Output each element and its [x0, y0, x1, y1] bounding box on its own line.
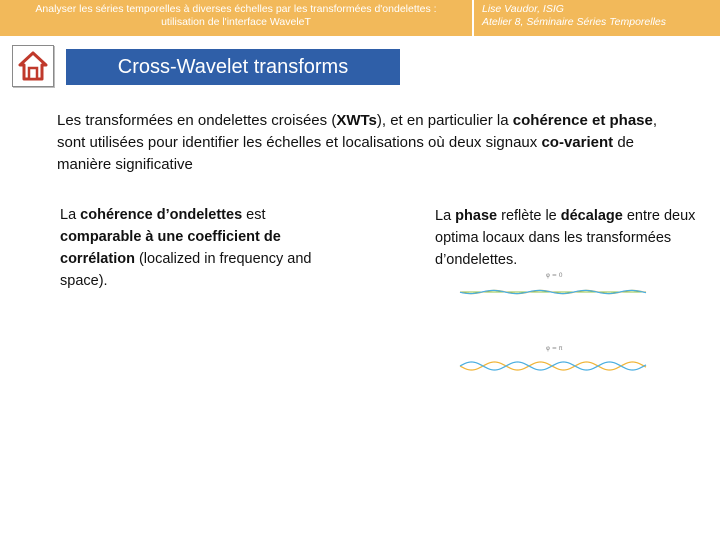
intro-text-3: , sont utilisées pour identifier les échelles et localisations où deux signaux	[57, 112, 658, 151]
intro-bold-xwts: XWTs	[336, 112, 377, 129]
phase-waves-figure	[456, 270, 650, 376]
phase-text-1: La	[435, 208, 456, 224]
header-author-line2: Atelier 8, Séminaire Séries Temporelles	[482, 16, 667, 28]
home-button[interactable]	[12, 45, 54, 87]
header-bar	[0, 0, 720, 36]
phase-bold-1: phase	[455, 208, 498, 224]
intro-text-4: de manière significative	[57, 134, 635, 173]
phase-paragraph	[435, 205, 705, 271]
coherence-text-2: est	[242, 207, 266, 223]
coherence-text-3: (localized in frequency and space).	[60, 251, 312, 289]
slide-title: Cross-Wavelet transforms	[66, 49, 400, 85]
intro-text-1: Les transformées en ondelettes croisées (	[57, 112, 337, 129]
header-talk-title	[0, 0, 474, 36]
coherence-bold-1: cohérence d’ondelettes	[80, 207, 243, 223]
header-author	[482, 3, 718, 29]
intro-bold-coherence-phase: cohérence et phase	[512, 112, 653, 129]
header-talk-title-line1: Analyser les séries temporelles à diverses échelles par les transformées d'ondelettes :	[35, 3, 437, 15]
intro-text-2: ), et en particulier la	[376, 112, 513, 129]
phase-text-2: reflète le	[497, 208, 561, 224]
intro-paragraph	[57, 110, 677, 176]
header-talk-title-line2: utilisation de l'interface WaveleT	[161, 16, 311, 28]
coherence-text-1: La	[60, 207, 81, 223]
coherence-paragraph	[60, 204, 330, 292]
phase-pi-label: φ = π	[546, 345, 563, 352]
phase-text-3: entre deux optima locaux dans les transformées d’ondelettes.	[435, 208, 696, 268]
coherence-bold-2: comparable à une coefficient de corrélation	[60, 229, 281, 267]
intro-bold-covarient: co-varient	[541, 134, 614, 151]
home-icon	[17, 50, 49, 82]
header-author-line1: Lise Vaudor, ISIG	[482, 3, 564, 15]
phase-zero-label: φ = 0	[546, 272, 563, 279]
phase-bold-2: décalage	[560, 208, 623, 224]
